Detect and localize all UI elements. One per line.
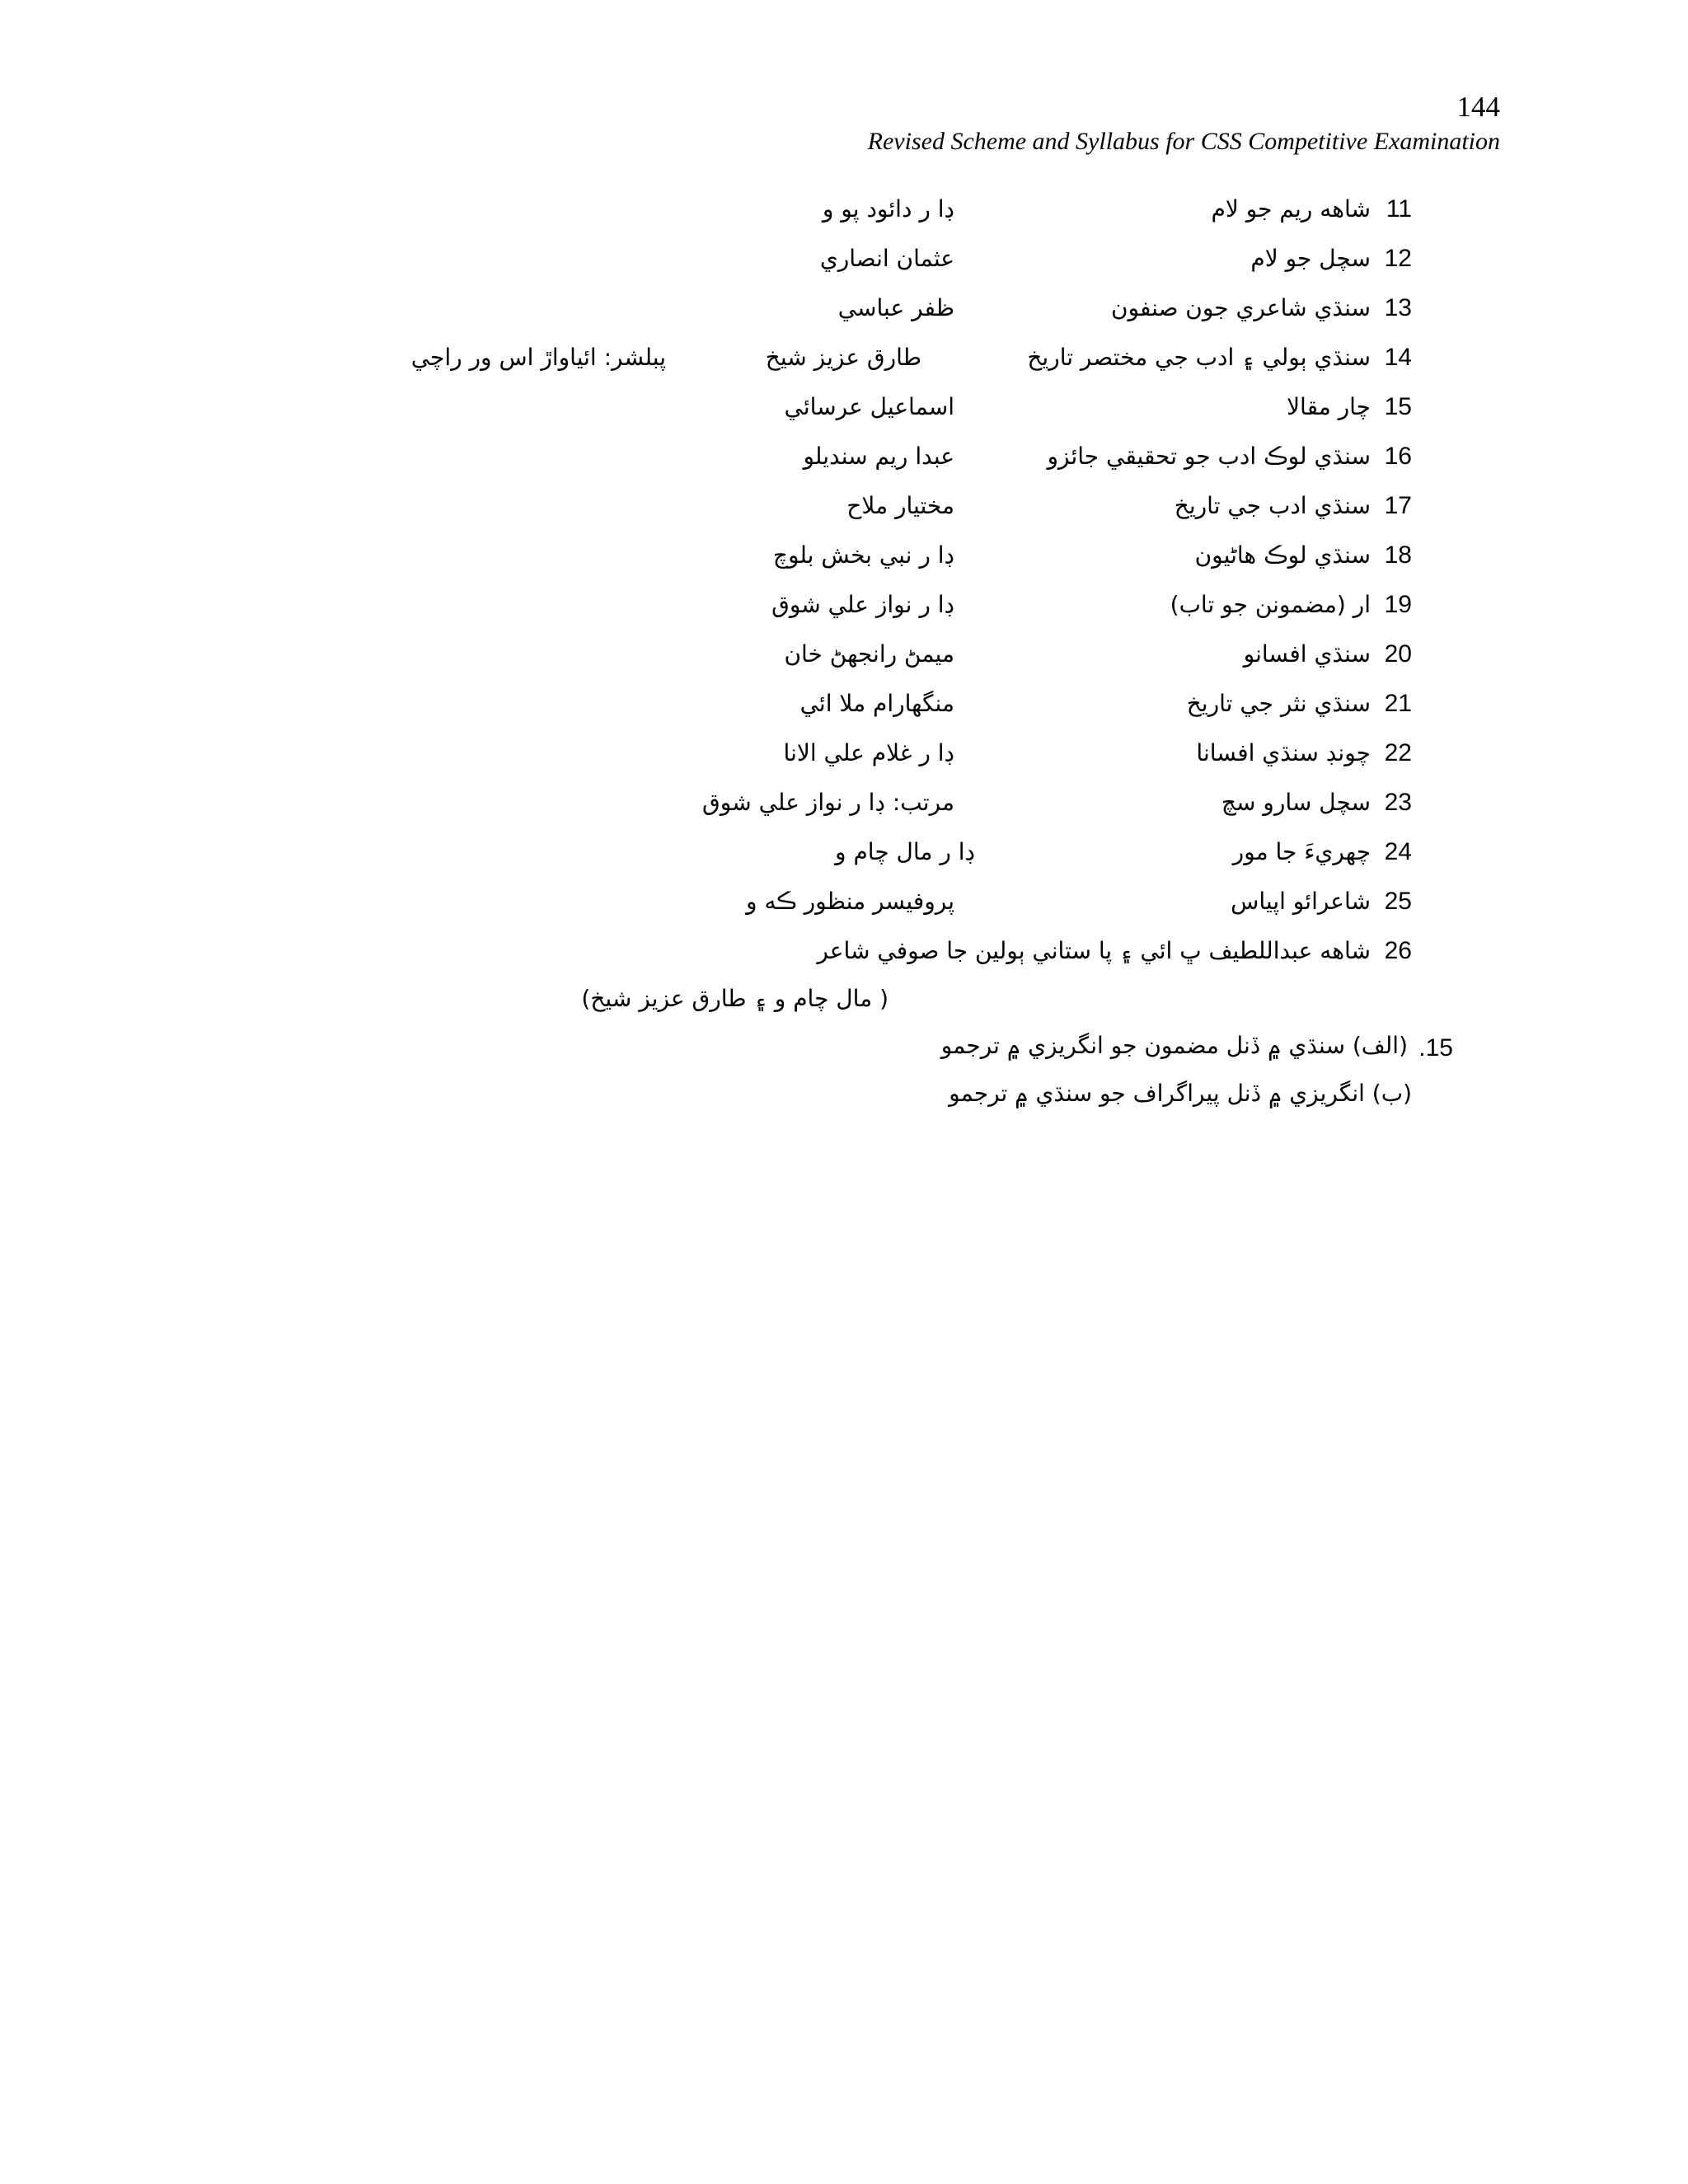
list-item (0, 340, 1688, 376)
book-author: ظفر عباسي (837, 294, 954, 321)
book-title: سنڌي ٻولي ۽ ادب جي مختصر تاريخ (1027, 344, 1371, 371)
list-item (0, 636, 1688, 673)
question-part-b: (ب) انگريزي ۾ ڏنل پيراگراف جو سنڌي ۾ ترجمو (949, 1080, 1412, 1107)
item-number: 20 (1384, 640, 1412, 668)
item-number: 26 (1384, 937, 1412, 964)
book-title: سچل جو لام (1250, 245, 1371, 272)
book-author: ڊا ر غلام علي الانا (783, 739, 954, 766)
book-title: چونڊ سنڌي افسانا (1196, 739, 1371, 766)
list-item (0, 191, 1688, 227)
book-title: شاهه عبداللطيف ڀ ائي ۽ پا ستاني ٻولين جا صوفي شاعر (817, 937, 1371, 964)
running-header: Revised Scheme and Syllabus for CSS Competitive Examination (867, 128, 1500, 155)
book-title: شاهه ريم جو لام (1211, 195, 1371, 223)
book-title: ار (مضمونن جو تاب) (1170, 591, 1371, 618)
book-title: چهريءَ جا مور (1232, 838, 1371, 865)
list-item (0, 438, 1688, 475)
item-number: 24 (1384, 838, 1412, 865)
book-author: عثمان انصاري (819, 245, 954, 272)
list-item (0, 883, 1688, 920)
item-number: 19 (1384, 591, 1412, 618)
book-author: ڊا ر نواز علي شوق (771, 591, 954, 618)
item-number: 15 (1384, 393, 1412, 420)
list-item (0, 785, 1688, 821)
list-item (0, 933, 1688, 969)
book-author: ڊا ر نبي بخش بلوچ (772, 541, 954, 569)
item-number: 17 (1384, 492, 1412, 519)
page-number: 144 (1456, 91, 1500, 123)
book-author: طارق عزيز شيخ (765, 344, 921, 371)
item-number: 22 (1384, 739, 1412, 766)
book-publisher: پبلشر: ائياواڙ اس ور راچي (410, 344, 666, 371)
book-author: عبدا ريم سنديلو (803, 443, 954, 470)
book-author: اسماعيل عرسائي (784, 393, 954, 420)
question-number: .15 (1418, 1034, 1453, 1062)
book-author: مختيار ملاح (846, 492, 954, 519)
item-number: 11 (1386, 195, 1412, 223)
item-number: 23 (1384, 789, 1412, 816)
item-number: 18 (1384, 541, 1412, 569)
list-item (0, 537, 1688, 574)
book-title: سنڌي ادب جي تاريخ (1174, 492, 1371, 519)
book-author: ڊا ر دائود پو و (822, 195, 954, 223)
list-item (0, 488, 1688, 524)
item-number: 12 (1384, 245, 1412, 272)
list-item (0, 290, 1688, 326)
book-author: ڊا ر مال چام و (835, 838, 975, 865)
book-title: سچل سارو سچ (1221, 789, 1371, 816)
list-item (0, 735, 1688, 771)
item-number: 21 (1384, 690, 1412, 717)
book-author: مرتب: ڊا ر نواز علي شوق (702, 789, 954, 816)
entry-26-authors: ( مال چام و ۽ طارق عزيز شيخ) (581, 985, 889, 1012)
list-item (0, 389, 1688, 425)
book-author: ميمڻ رانجهڻ خان (784, 640, 954, 668)
item-number: 16 (1384, 443, 1412, 470)
list-item (0, 834, 1688, 870)
book-title: شاعرائو اپياس (1231, 888, 1371, 915)
list-item (0, 686, 1688, 722)
book-title: سنڌي لوڪ هاڻيون (1194, 541, 1371, 569)
item-number: 14 (1384, 344, 1412, 371)
item-number: 13 (1384, 294, 1412, 321)
book-author: منگهارام ملا ائي (799, 690, 954, 717)
book-title: چار مقالا (1287, 393, 1371, 420)
book-title: سنڌي شاعري جون صنفون (1110, 294, 1371, 321)
question-part-a: (الف) سنڌي ۾ ڏنل مضمون جو انگريزي ۾ ترجمو (940, 1032, 1408, 1059)
list-item (0, 241, 1688, 277)
book-title: سنڌي افسانو (1243, 640, 1371, 668)
book-author: پروفيسر منظور ڪه و (746, 888, 954, 915)
list-item (0, 587, 1688, 623)
book-title: سنڌي لوڪ ادب جو تحقيقي جائزو (1047, 443, 1371, 470)
item-number: 25 (1384, 888, 1412, 915)
book-title: سنڌي نثر جي تاريخ (1186, 690, 1371, 717)
